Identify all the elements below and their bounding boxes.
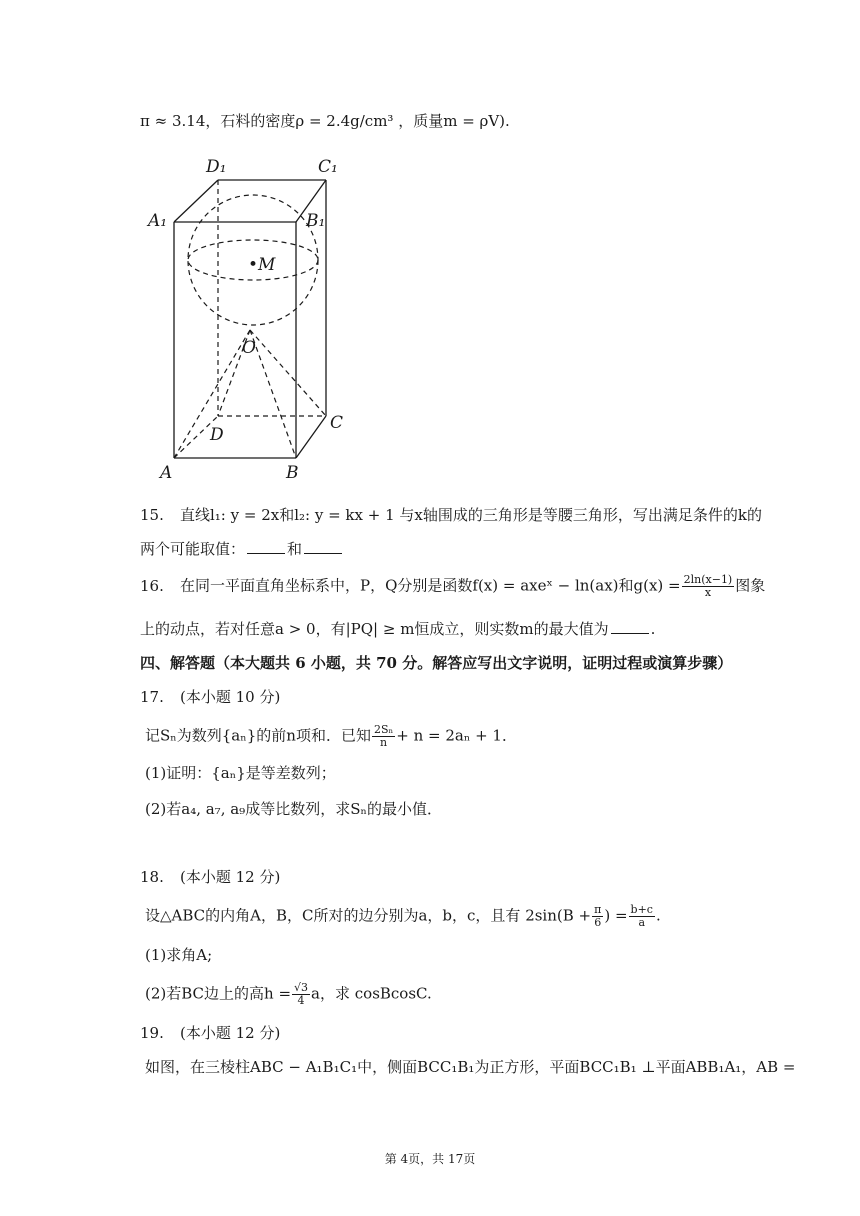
q18-stem-a: 设△ABC的内角A，B，C所对的边分别为a，b，c，且有 2sin(B + (145, 906, 592, 925)
q18-frac2-top: b+c (630, 903, 653, 916)
label-d1: D₁ (206, 157, 227, 177)
q19-header (140, 1022, 280, 1044)
label-m: •M (248, 255, 276, 275)
label-b: B (286, 463, 299, 483)
q15-blank-2 (304, 539, 342, 554)
q18-frac2-bot: a (638, 916, 646, 929)
q16-stem-a: 在同一平面直角坐标系中，P，Q分别是函数f(x) = axeˣ − ln(ax)和g(x) = (180, 576, 681, 595)
q16-frac-bot: x (704, 586, 712, 599)
label-o: O (242, 338, 256, 358)
q16-line2 (140, 618, 655, 640)
q17-number: 17. (140, 688, 164, 706)
q19-stem: 如图，在三棱柱ABC − A₁B₁C₁中，侧面BCC₁B₁为正方形，平面BCC₁B₁ ⊥平面ABB₁A₁，AB = (145, 1058, 796, 1076)
q16-line1 (140, 574, 765, 599)
q17-frac-top: 2Sₙ (373, 723, 394, 736)
q18-fraction-bc-a (629, 904, 655, 929)
prism-sphere-figure (140, 150, 360, 490)
q15-prompt: 两个可能取值： (140, 540, 246, 558)
q18-stem-b: ) = (604, 906, 628, 925)
label-c: C (330, 413, 344, 433)
intro-line: π ≈ 3.14，石料的密度ρ = 2.4g/cm³ ，质量m = ρV). (140, 112, 510, 130)
q15-and: 和 (287, 540, 303, 558)
label-d: D (210, 425, 224, 445)
q18-frac1-bot: 6 (594, 916, 602, 929)
q19-number: 19. (140, 1024, 164, 1042)
q16-stem-b: 图象 (735, 576, 766, 595)
q16-blank (611, 619, 649, 634)
q18-stem (145, 904, 661, 929)
q17-fraction (372, 724, 395, 749)
q16-number: 16. (140, 576, 164, 595)
q18-frac1-top: π (594, 903, 602, 916)
q18-part-2 (145, 982, 432, 1007)
q15-line1 (140, 504, 762, 526)
q16-fraction (682, 574, 735, 599)
label-a: A (160, 463, 173, 483)
label-b1: B₁ (306, 211, 326, 231)
q18-number: 18. (140, 868, 164, 886)
q18-header (140, 866, 280, 888)
q17-stem-b: + n = 2aₙ + 1． (396, 726, 517, 745)
q18-frac3-top: √3 (294, 981, 309, 994)
label-c1: C₁ (318, 157, 338, 177)
q19-score: (本小题 12 分) (180, 1024, 281, 1042)
q18-stem-c: . (655, 906, 661, 925)
q17-score: (本小题 10 分) (180, 688, 281, 706)
q18-fraction-pi-6 (592, 904, 603, 929)
q18-part-1: (1)求角A; (145, 946, 213, 964)
q17-part-2: (2)若a₄, a₇, a₉成等比数列，求Sₙ的最小值． (145, 800, 442, 818)
section-4-heading: 四、解答题（本大题共 6 小题，共 70 分。解答应写出文字说明，证明过程或演算步骤） (140, 654, 733, 672)
q18-fraction-sqrt3-4 (292, 982, 310, 1007)
q18-part-2-a: (2)若BC边上的高h = (145, 984, 292, 1003)
q17-part-1: (1)证明：{aₙ}是等差数列； (145, 764, 336, 782)
q17-stem (145, 724, 517, 749)
q15-line2 (140, 538, 344, 560)
q16-end: . (650, 620, 656, 638)
label-a1: A₁ (148, 211, 168, 231)
q18-score: (本小题 12 分) (180, 868, 281, 886)
q17-stem-a: 记Sₙ为数列{aₙ}的前n项和．已知 (145, 726, 371, 745)
q15-blank-1 (247, 539, 285, 554)
q16-stem-c: 上的动点，若对任意a > 0，有|PQ| ≥ m恒成立，则实数m的最大值为 (140, 620, 609, 638)
q18-part-2-b: a，求 cosBcosC. (311, 984, 432, 1003)
q18-frac3-bot: 4 (297, 994, 305, 1007)
q17-header (140, 686, 280, 708)
q15-number: 15. (140, 506, 164, 524)
q16-frac-top: 2ln(x−1) (683, 573, 733, 586)
q15-stem: 直线l₁: y = 2x和l₂: y = kx + 1 与x轴围成的三角形是等腰三角形，写出满足条件的k的 (180, 506, 762, 524)
page-footer: 第 4页，共 17页 (384, 1152, 476, 1166)
q17-frac-bot: n (380, 736, 388, 749)
